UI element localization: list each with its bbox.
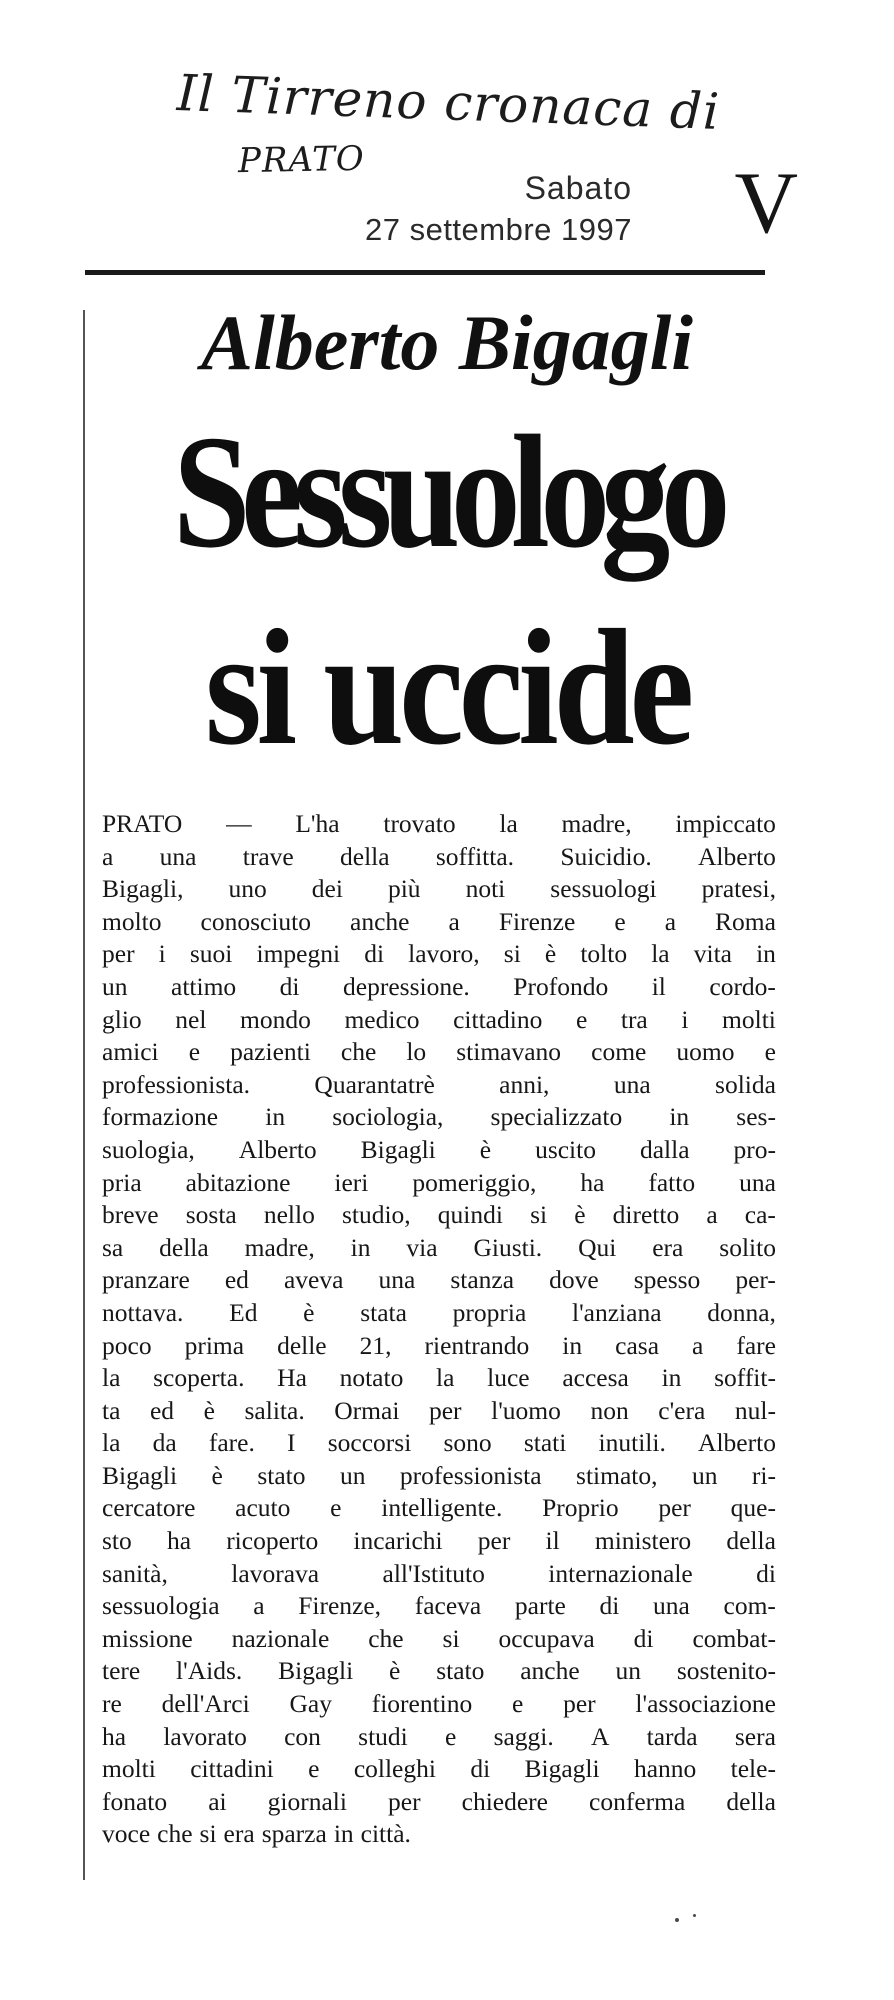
- headline-line-2: si uccide: [204, 595, 690, 779]
- article-line: un attimo di depressione. Profondo il cordo-: [102, 971, 776, 1001]
- article-line: formazione in sociologia, specializzato in ses-: [102, 1102, 776, 1132]
- article-line: nottava. Ed è stata propria l'anziana donna,: [102, 1297, 776, 1327]
- article-line: missione nazionale che si occupava di combat-: [102, 1623, 776, 1653]
- article-line: la da fare. I soccorsi sono stati inutili. Alberto: [102, 1428, 776, 1458]
- article-line: Bigagli, uno dei più noti sessuologi pratesi,: [102, 874, 776, 904]
- article-line: Bigagli è stato un professionista stimato, un ri-: [102, 1460, 776, 1490]
- article-line: cercatore acuto e intelligente. Proprio per que-: [102, 1493, 776, 1523]
- article-line: re dell'Arci Gay fiorentino e per l'associazione: [102, 1689, 776, 1719]
- article-kicker: Alberto Bigagli: [201, 299, 693, 386]
- article-line: pranzare ed aveva una stanza dove spesso per-: [102, 1265, 776, 1295]
- article-line: sanità, lavorava all'Istituto internazionale di: [102, 1558, 776, 1588]
- article-line: fonato ai giornali per chiedere conferma della: [102, 1786, 776, 1816]
- article-line: amici e pazienti che lo stimavano come uomo e: [102, 1037, 776, 1067]
- article-line: a una trave della soffitta. Suicidio. Alberto: [102, 841, 776, 871]
- article-line: voce che si era sparza in città.: [102, 1819, 411, 1849]
- article-line: poco prima delle 21, rientrando in casa a fare: [102, 1330, 776, 1360]
- headline-line-1: Sessuologo: [172, 403, 721, 582]
- article-line: per i suoi impegni di lavoro, si è tolto la vita in: [102, 939, 776, 969]
- article-line: breve sosta nello studio, quindi si è diretto a ca-: [102, 1200, 776, 1230]
- article-line: molti cittadini e colleghi di Bigagli hanno tele-: [102, 1754, 776, 1784]
- top-rule: [85, 270, 765, 275]
- article-line: sto ha ricoperto incarichi per il ministero della: [102, 1526, 776, 1556]
- article-line: la scoperta. Ha notato la luce accesa in soffit-: [102, 1363, 776, 1393]
- handwritten-note-line2: PRATO: [237, 138, 366, 182]
- article-line: pria abitazione ieri pomeriggio, ha fatto una: [102, 1167, 776, 1197]
- article-line: PRATO — L'ha trovato la madre, impiccato: [102, 809, 776, 838]
- article-line: ta ed è salita. Ormai per l'uomo non c'era nul-: [102, 1395, 776, 1425]
- article-line: professionista. Quarantatrè anni, una solida: [102, 1069, 776, 1099]
- section-letter: V: [734, 155, 798, 252]
- handwritten-note-line1: Il Tirreno cronaca di: [175, 64, 721, 141]
- scan-speck: [693, 1914, 696, 1917]
- scan-speck: [675, 1918, 679, 1922]
- article-line: suologia, Alberto Bigagli è uscito dalla pro-: [102, 1134, 776, 1164]
- article-line: molto conosciuto anche a Firenze e a Roma: [102, 906, 776, 936]
- article-line: sa della madre, in via Giusti. Qui era solito: [102, 1232, 776, 1262]
- article-line: glio nel mondo medico cittadino e tra i molti: [102, 1004, 776, 1034]
- article-line: sessuologia a Firenze, faceva parte di una com-: [102, 1591, 776, 1621]
- article-body: [102, 808, 776, 1851]
- publication-date: 27 settembre 1997: [364, 212, 632, 247]
- article-line: tere l'Aids. Bigagli è stato anche un sostenito-: [102, 1656, 776, 1686]
- publication-day: Sabato: [524, 170, 632, 206]
- article-line: ha lavorato con studi e saggi. A tarda sera: [102, 1721, 776, 1751]
